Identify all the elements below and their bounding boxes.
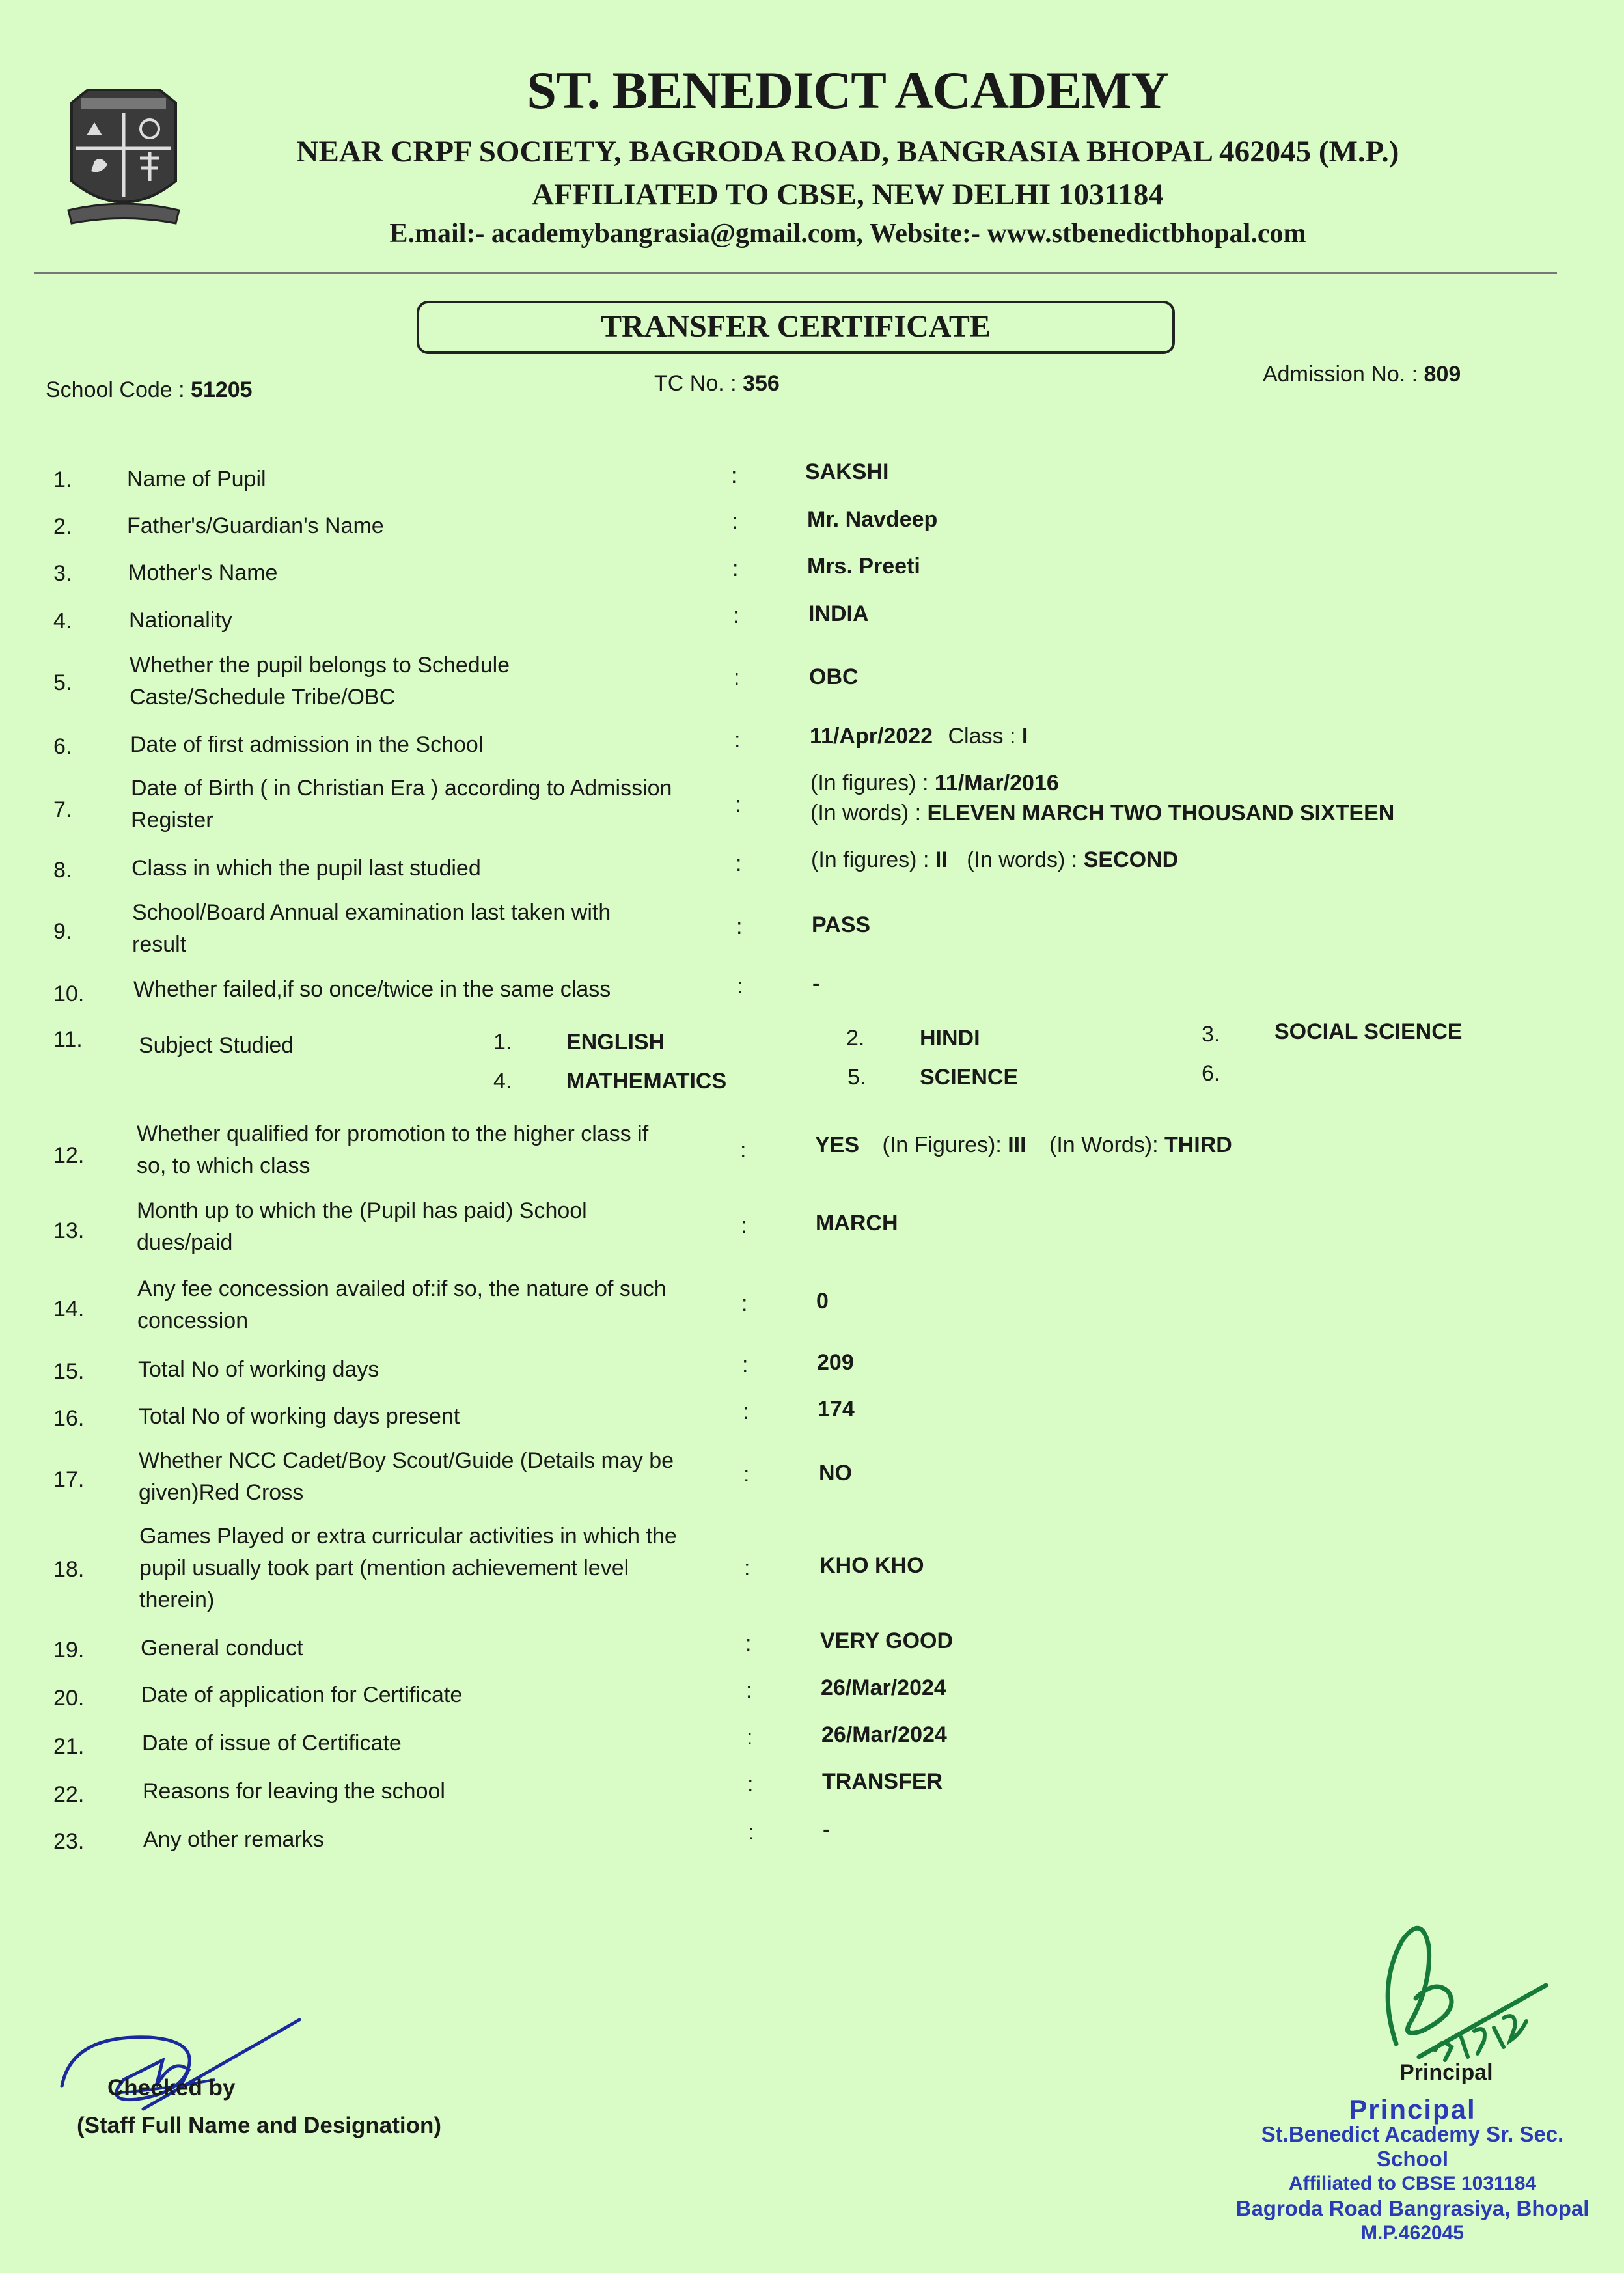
exam-result-value: PASS bbox=[812, 913, 871, 937]
subject-number: 6. bbox=[1202, 1061, 1220, 1086]
dues-paid-value: MARCH bbox=[816, 1211, 898, 1235]
school-contact bbox=[0, 218, 1624, 249]
row-label bbox=[137, 1195, 587, 1259]
row-colon: : bbox=[736, 915, 743, 939]
row-number: 12. bbox=[53, 1143, 85, 1168]
row-label: Nationality bbox=[129, 608, 232, 633]
promotion-value bbox=[815, 1130, 1232, 1160]
last-class-words: SECOND bbox=[1083, 847, 1179, 872]
pupil-name-value: SAKSHI bbox=[805, 460, 889, 484]
row-colon: : bbox=[731, 463, 737, 488]
subject-number: 4. bbox=[493, 1069, 512, 1094]
fee-concession-value: 0 bbox=[816, 1289, 829, 1314]
row-number: 18. bbox=[53, 1557, 85, 1582]
dob-words-line bbox=[810, 798, 1394, 828]
row-label: Reasons for leaving the school bbox=[143, 1779, 445, 1804]
ncc-value: NO bbox=[819, 1461, 852, 1485]
school-code-label: School Code : bbox=[46, 378, 185, 402]
in-words-label: (In words) : bbox=[967, 847, 1078, 872]
row-colon: : bbox=[743, 1399, 749, 1424]
subject-number: 2. bbox=[846, 1026, 865, 1051]
row-colon: : bbox=[745, 1631, 752, 1656]
row-colon: : bbox=[744, 1556, 750, 1580]
row-number: 14. bbox=[53, 1297, 85, 1321]
subject-name: SOCIAL SCIENCE bbox=[1274, 1019, 1463, 1044]
stamp-affiliation: Affiliated to CBSE 1031184 bbox=[1288, 2173, 1537, 2194]
row-number: 5. bbox=[53, 670, 72, 695]
row-number: 7. bbox=[53, 797, 72, 822]
row-label-line: Caste/Schedule Tribe/OBC bbox=[130, 685, 396, 709]
mother-name-value: Mrs. Preeti bbox=[807, 554, 920, 579]
activities-value: KHO KHO bbox=[819, 1553, 924, 1578]
application-date-value: 26/Mar/2024 bbox=[821, 1675, 946, 1700]
row-colon: : bbox=[732, 509, 738, 534]
row-colon: : bbox=[742, 1353, 749, 1377]
dob-words: ELEVEN MARCH TWO THOUSAND SIXTEEN bbox=[927, 801, 1395, 825]
in-figures-label: (In figures) : bbox=[811, 847, 929, 872]
subject-name: ENGLISH bbox=[566, 1030, 665, 1054]
row-number: 3. bbox=[53, 561, 72, 586]
admission-date-value bbox=[810, 721, 1028, 751]
row-label-line: pupil usually took part (mention achievement level bbox=[139, 1556, 629, 1580]
in-words-label: (In Words): bbox=[1049, 1133, 1159, 1157]
row-number: 15. bbox=[53, 1359, 85, 1384]
row-label-line: Whether NCC Cadet/Boy Scout/Guide (Details may be bbox=[139, 1448, 674, 1473]
row-number: 21. bbox=[53, 1734, 85, 1759]
school-address: NEAR CRPF SOCIETY, BAGRODA ROAD, BANGRASIA BHOPAL 462045 (M.P.) bbox=[296, 135, 1399, 169]
school-website: www.stbenedictbhopal.com bbox=[987, 219, 1306, 249]
row-label-line: Whether the pupil belongs to Schedule bbox=[130, 653, 510, 678]
row-colon: : bbox=[741, 1213, 747, 1238]
row-label: Any other remarks bbox=[143, 1827, 324, 1852]
school-name: ST. BENEDICT ACADEMY bbox=[527, 61, 1169, 120]
row-label bbox=[130, 650, 510, 713]
row-label: Date of issue of Certificate bbox=[142, 1731, 402, 1756]
admission-number bbox=[1263, 362, 1461, 387]
row-label-line: therein) bbox=[139, 1588, 215, 1612]
row-label-line: Whether qualified for promotion to the higher class if bbox=[137, 1122, 649, 1146]
stamp-school: St.Benedict Academy Sr. Sec. School bbox=[1261, 2122, 1564, 2171]
row-label: Total No of working days bbox=[138, 1357, 379, 1382]
row-label: General conduct bbox=[141, 1636, 303, 1660]
row-colon: : bbox=[743, 1462, 750, 1487]
row-number: 19. bbox=[53, 1638, 85, 1662]
days-present-value: 174 bbox=[818, 1397, 855, 1422]
issue-date-value: 26/Mar/2024 bbox=[821, 1722, 947, 1747]
row-number: 8. bbox=[53, 858, 72, 883]
tc-no-value: 356 bbox=[743, 371, 780, 396]
email-label: E.mail:- bbox=[389, 219, 485, 249]
row-label: Father's/Guardian's Name bbox=[127, 514, 384, 538]
row-label: Whether failed,if so once/twice in the same class bbox=[133, 977, 611, 1002]
working-days-value: 209 bbox=[817, 1350, 854, 1375]
row-label-line: Games Played or extra curricular activities in which the bbox=[139, 1524, 677, 1549]
principal-signature bbox=[1364, 1907, 1559, 2070]
subject-name: MATHEMATICS bbox=[566, 1069, 727, 1094]
row-colon: : bbox=[747, 1725, 753, 1750]
row-label-line: Register bbox=[131, 808, 213, 833]
remarks-value: - bbox=[823, 1817, 831, 1842]
dob-figures-line bbox=[810, 768, 1394, 798]
last-class-figures: II bbox=[935, 847, 948, 872]
admission-class: I bbox=[1021, 724, 1028, 749]
promotion-class-figures: III bbox=[1008, 1133, 1026, 1157]
row-number: 4. bbox=[53, 609, 72, 633]
header-divider bbox=[34, 272, 1557, 274]
row-number: 10. bbox=[53, 982, 85, 1006]
row-label: Name of Pupil bbox=[127, 467, 266, 491]
row-colon: : bbox=[737, 974, 743, 999]
row-colon: : bbox=[732, 557, 739, 581]
row-colon: : bbox=[748, 1820, 754, 1845]
row-label-line: School/Board Annual examination last taken with bbox=[132, 900, 611, 925]
row-label-line: Date of Birth ( in Christian Era ) according to Admission bbox=[131, 776, 672, 801]
row-number: 11. bbox=[53, 1027, 83, 1052]
category-value: OBC bbox=[809, 665, 859, 689]
row-label bbox=[139, 1445, 674, 1509]
row-number: 23. bbox=[53, 1829, 85, 1854]
row-number: 6. bbox=[53, 734, 72, 759]
row-label bbox=[131, 773, 672, 836]
promotion-class-words: THIRD bbox=[1164, 1133, 1232, 1157]
promotion-qualified: YES bbox=[815, 1133, 860, 1157]
nationality-value: INDIA bbox=[808, 601, 869, 626]
row-colon: : bbox=[734, 665, 740, 690]
class-label: Class : bbox=[948, 724, 1016, 749]
subject-name: SCIENCE bbox=[920, 1065, 1019, 1090]
admission-no-value: 809 bbox=[1424, 362, 1461, 387]
row-label: Date of first admission in the School bbox=[130, 732, 484, 757]
leaving-reason-value: TRANSFER bbox=[822, 1769, 943, 1794]
row-number: 1. bbox=[53, 467, 72, 492]
row-label bbox=[132, 897, 611, 961]
in-words-label: (In words) : bbox=[810, 801, 922, 825]
checker-signature bbox=[59, 2008, 306, 2119]
stamp-title: Principal bbox=[1349, 2094, 1476, 2125]
row-label: Subject Studied bbox=[139, 1033, 294, 1058]
row-label-line: dues/paid bbox=[137, 1230, 233, 1255]
checked-by-label: Checked by bbox=[107, 2075, 236, 2101]
row-label-line: Any fee concession availed of:if so, the nature of such bbox=[137, 1276, 667, 1301]
row-label-line: concession bbox=[137, 1308, 249, 1333]
in-figures-label: (In figures) : bbox=[810, 771, 929, 795]
row-label: Mother's Name bbox=[128, 560, 278, 585]
school-email: academybangrasia@gmail.com, bbox=[491, 219, 863, 249]
row-colon: : bbox=[733, 603, 739, 628]
principal-label: Principal bbox=[1399, 2060, 1493, 2085]
row-colon: : bbox=[741, 1291, 748, 1316]
row-number: 9. bbox=[53, 919, 72, 944]
dob-figures: 11/Mar/2016 bbox=[934, 771, 1059, 795]
principal-stamp bbox=[1224, 2094, 1601, 2246]
row-number: 2. bbox=[53, 514, 72, 539]
row-colon: : bbox=[735, 792, 741, 817]
certificate-title: TRANSFER CERTIFICATE bbox=[601, 309, 991, 344]
row-number: 13. bbox=[53, 1219, 85, 1243]
admission-no-label: Admission No. : bbox=[1263, 362, 1418, 387]
tc-number bbox=[654, 371, 780, 396]
conduct-value: VERY GOOD bbox=[820, 1629, 954, 1653]
row-label bbox=[137, 1273, 667, 1337]
subject-number: 1. bbox=[493, 1030, 512, 1054]
row-colon: : bbox=[740, 1138, 747, 1163]
row-label-line: Month up to which the (Pupil has paid) School bbox=[137, 1198, 587, 1223]
father-name-value: Mr. Navdeep bbox=[807, 507, 938, 532]
row-label: Date of application for Certificate bbox=[141, 1683, 463, 1707]
row-colon: : bbox=[746, 1678, 752, 1703]
row-label-line: so, to which class bbox=[137, 1153, 310, 1178]
row-number: 17. bbox=[53, 1467, 85, 1492]
in-figures-label: (In Figures): bbox=[882, 1133, 1002, 1157]
failed-value: - bbox=[812, 971, 820, 996]
school-code bbox=[46, 378, 253, 403]
row-label-line: result bbox=[132, 932, 187, 957]
row-label bbox=[137, 1118, 648, 1182]
row-number: 16. bbox=[53, 1406, 85, 1431]
admission-date: 11/Apr/2022 bbox=[810, 724, 933, 749]
row-number: 22. bbox=[53, 1782, 85, 1807]
row-label: Total No of working days present bbox=[139, 1404, 460, 1429]
dob-value bbox=[810, 768, 1394, 828]
school-code-value: 51205 bbox=[191, 378, 253, 402]
stamp-address: Bagroda Road Bangrasiya, Bhopal bbox=[1235, 2196, 1590, 2220]
subject-number: 3. bbox=[1202, 1022, 1220, 1047]
subject-name: HINDI bbox=[920, 1026, 980, 1051]
row-label bbox=[139, 1521, 677, 1616]
row-colon: : bbox=[736, 851, 742, 876]
row-label: Class in which the pupil last studied bbox=[131, 856, 481, 881]
last-class-value bbox=[811, 845, 1178, 875]
tc-no-label: TC No. : bbox=[654, 371, 737, 396]
row-label-line: given)Red Cross bbox=[139, 1480, 304, 1505]
stamp-pincode: M.P.462045 bbox=[1361, 2222, 1464, 2244]
row-number: 20. bbox=[53, 1686, 85, 1711]
row-colon: : bbox=[747, 1772, 754, 1797]
subject-number: 5. bbox=[847, 1065, 866, 1090]
staff-designation-label: (Staff Full Name and Designation) bbox=[77, 2113, 442, 2138]
school-affiliation: AFFILIATED TO CBSE, NEW DELHI 1031184 bbox=[532, 178, 1164, 212]
row-colon: : bbox=[734, 728, 741, 752]
website-label: Website:- bbox=[869, 219, 980, 249]
